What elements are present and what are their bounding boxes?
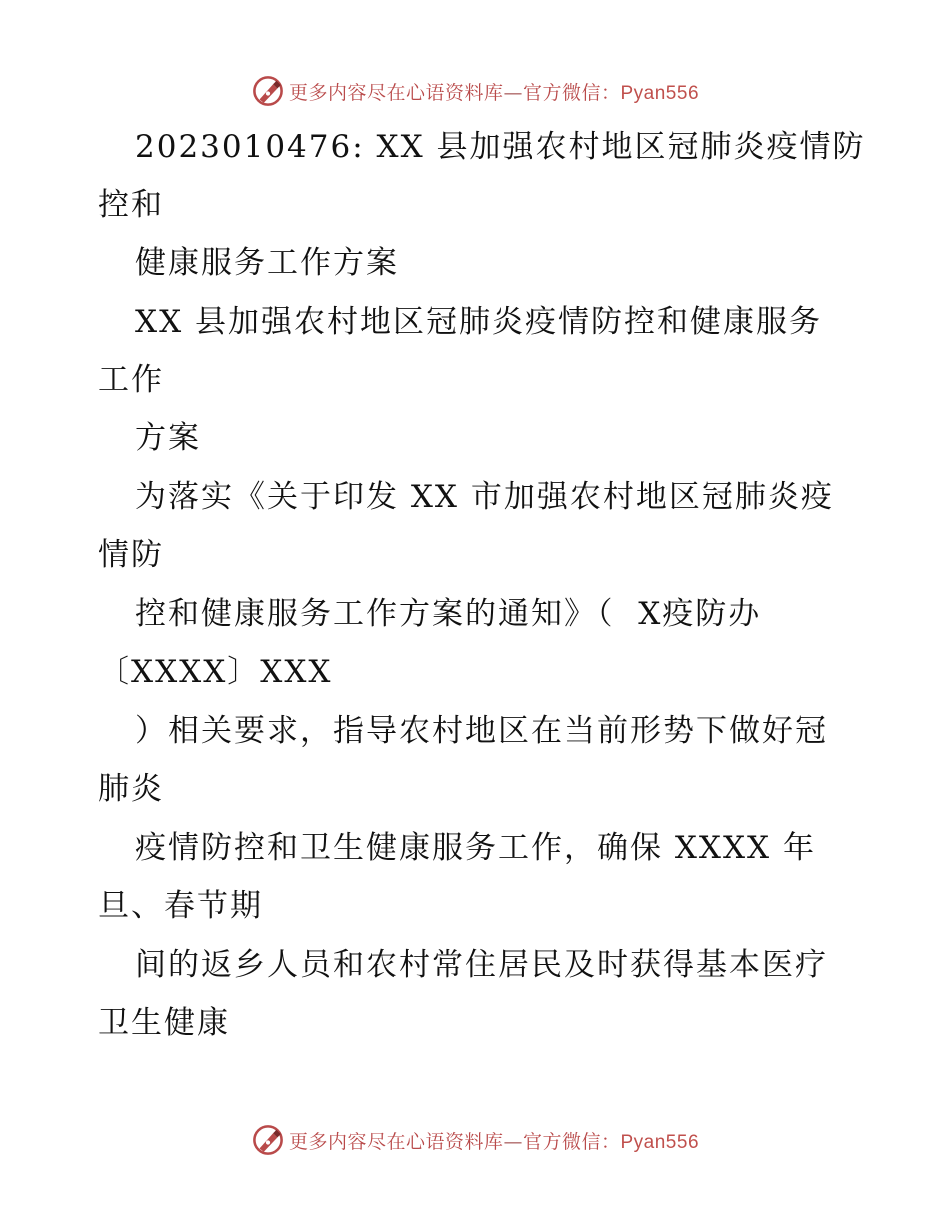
footer-watermark [0, 1120, 950, 1160]
doc-line: 情防 [98, 537, 164, 573]
doc-line: 健康服务工作方案 [135, 245, 399, 281]
doc-line: 〔XXXX〕XXX [98, 654, 333, 690]
doc-line: 控和 [98, 187, 164, 223]
watermark-wechat-id: Pyan556 [620, 1131, 700, 1153]
doc-line: ）相关要求，指导农村地区在当前形势下做好冠 [135, 713, 828, 749]
doc-line: 工作 [98, 362, 164, 398]
doc-line: 方案 [135, 420, 201, 456]
pen-logo-icon [251, 1123, 285, 1157]
doc-line: 2023010476: XX 县加强农村地区冠肺炎疫情防 [135, 129, 866, 165]
doc-line: 间的返乡人员和农村常住居民及时获得基本医疗 [135, 947, 828, 983]
watermark-site-name: 更多内容尽在心语资料库 [288, 1130, 504, 1153]
doc-line: 控和健康服务工作方案的通知》（ X疫防办 [135, 596, 762, 632]
watermark-wechat-id: Pyan556 [620, 82, 700, 104]
doc-line: 旦、春节期 [98, 888, 263, 924]
watermark-wechat-label: 官方微信： [522, 81, 621, 104]
doc-line: 为落实《关于印发 XX 市加强农村地区冠肺炎疫 [135, 479, 834, 515]
watermark-wechat-label: 官方微信： [522, 1130, 621, 1153]
watermark-site-name: 更多内容尽在心语资料库 [288, 81, 504, 104]
doc-line: XX 县加强农村地区冠肺炎疫情防控和健康服务 [135, 304, 822, 340]
doc-line: 卫生健康 [98, 1005, 230, 1041]
doc-line: 疫情防控和卫生健康服务工作，确保 XXXX 年 [135, 830, 816, 866]
doc-line: 肺炎 [98, 771, 164, 807]
watermark-separator: — [503, 1130, 523, 1153]
watermark-separator: — [503, 81, 523, 104]
watermark-text [289, 1127, 699, 1154]
